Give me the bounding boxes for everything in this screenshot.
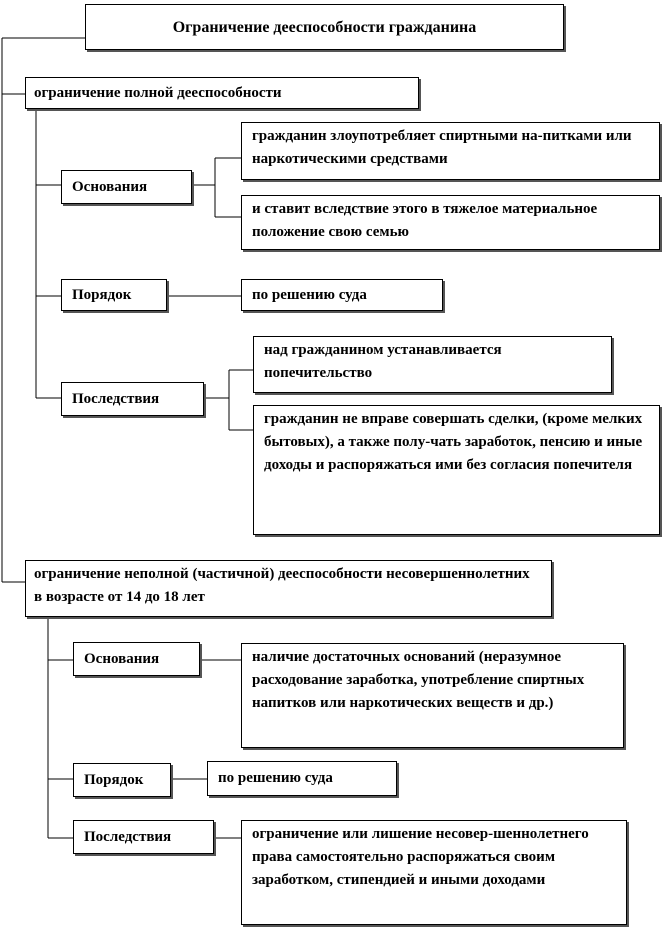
full-procedure-value: по решению суда [241,279,443,311]
partial-grounds-label: Основания [73,642,200,676]
partial-grounds-value: наличие достаточных оснований (неразумное расходование заработка, употребление спиртных напитков или наркотических веществ и др.) [241,643,624,748]
full-grounds-label: Основания [61,170,192,204]
full-procedure-label: Порядок [61,279,167,311]
full-capacity-heading: ограничение полной дееспособности [25,77,419,109]
full-grounds-item-1: гражданин злоупотребляет спиртными на-питками или наркотическими средствами [241,122,660,180]
partial-procedure-value: по решению суда [207,761,397,796]
partial-procedure-label: Порядок [73,763,171,797]
full-grounds-item-2: и ставит вследствие этого в тяжелое материальное положение свою семью [241,195,660,250]
partial-consequences-label: Последствия [73,820,214,854]
full-consequences-item-1: над гражданином устанавливается попечительство [253,336,612,393]
partial-capacity-heading: ограничение неполной (частичной) дееспособности несовершеннолетних в возрасте от 14 до 18 лет [25,560,552,617]
partial-consequences-value: ограничение или лишение несовер-шеннолетнего права самостоятельно распоряжаться своим заработком, стипендией и иными доходами [241,820,627,925]
diagram-title: Ограничение дееспособности гражданина [85,4,564,50]
full-consequences-item-2: гражданин не вправе совершать сделки, (кроме мелких бытовых), а также полу-чать заработок, пенсию и иные доходы и распоряжаться ими без согласия попечителя [253,405,660,535]
full-consequences-label: Последствия [61,382,204,416]
